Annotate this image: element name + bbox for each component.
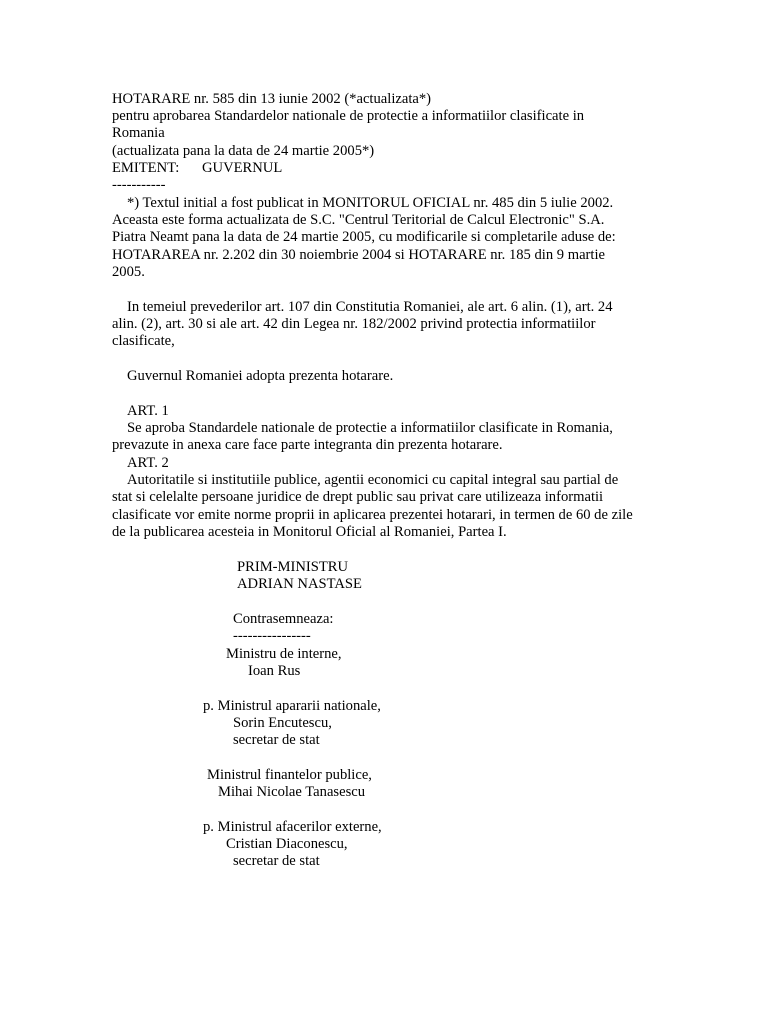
footnote-line: Piatra Neamt pana la data de 24 martie 2005, cu modificarile si completarile aduse de:: [112, 229, 616, 245]
foreign-minister-role: secretar de stat: [233, 853, 320, 869]
interior-minister-name: Ioan Rus: [248, 663, 301, 679]
document-subtitle-cont: Romania: [112, 125, 165, 141]
art1-line: Se aproba Standardele nationale de protectie a informatiilor clasificate in Romania,: [127, 420, 613, 436]
countersign-label: Contrasemneaza:: [233, 611, 334, 627]
footnote-line: 2005.: [112, 264, 145, 280]
emitent-value: GUVERNUL: [202, 160, 283, 176]
foreign-minister-title: p. Ministrul afacerilor externe,: [203, 819, 382, 835]
emitent-label: EMITENT:: [112, 160, 180, 176]
art1-heading: ART. 1: [127, 403, 169, 419]
defense-minister-name: Sorin Encutescu,: [233, 715, 332, 731]
art1-line: prevazute in anexa care face parte integranta din prezenta hotarare.: [112, 437, 503, 453]
footnote-line: Aceasta este forma actualizata de S.C. "Centrul Teritorial de Calcul Electronic" S.A.: [112, 212, 605, 228]
updated-note: (actualizata pana la data de 24 martie 2005*): [112, 143, 375, 159]
art2-line: clasificate vor emite norme proprii in aplicarea prezentei hotarari, in termen de 60 de zile: [112, 507, 633, 523]
document-subtitle: pentru aprobarea Standardelor nationale de protectie a informatiilor clasificate in: [112, 108, 585, 124]
header-separator: -----------: [112, 177, 166, 193]
footnote-line: HOTARAREA nr. 2.202 din 30 noiembrie 2004 si HOTARARE nr. 185 din 9 martie: [112, 247, 606, 263]
countersign-rule: ----------------: [233, 628, 311, 644]
finance-minister-name: Mihai Nicolae Tanasescu: [218, 784, 366, 800]
art2-line: de la publicarea acesteia in Monitorul Oficial al Romaniei, Partea I.: [112, 524, 507, 540]
art2-heading: ART. 2: [127, 455, 169, 471]
defense-minister-role: secretar de stat: [233, 732, 320, 748]
interior-minister-title: Ministru de interne,: [226, 646, 342, 662]
adoption-statement: Guvernul Romaniei adopta prezenta hotarare.: [127, 368, 394, 384]
art2-line: Autoritatile si institutiile publice, agentii economici cu capital integral sau partial de: [127, 472, 619, 488]
preamble-line: In temeiul prevederilor art. 107 din Constitutia Romaniei, ale art. 6 alin. (1), art. 24: [127, 299, 613, 315]
finance-minister-title: Ministrul finantelor publice,: [207, 767, 372, 783]
pm-name: ADRIAN NASTASE: [237, 576, 362, 592]
pm-title: PRIM-MINISTRU: [237, 559, 349, 575]
preamble-line: alin. (2), art. 30 si ale art. 42 din Legea nr. 182/2002 privind protectia informatiilor: [112, 316, 596, 332]
foreign-minister-name: Cristian Diaconescu,: [226, 836, 348, 852]
preamble-line: clasificate,: [112, 333, 175, 349]
defense-minister-title: p. Ministrul apararii nationale,: [203, 698, 381, 714]
document-title: HOTARARE nr. 585 din 13 iunie 2002 (*actualizata*): [112, 91, 432, 107]
footnote-line: *) Textul initial a fost publicat in MONITORUL OFICIAL nr. 485 din 5 iulie 2002.: [127, 195, 614, 211]
art2-line: stat si celelalte persoane juridice de drept public sau privat care utilizeaza informatii: [112, 489, 604, 505]
